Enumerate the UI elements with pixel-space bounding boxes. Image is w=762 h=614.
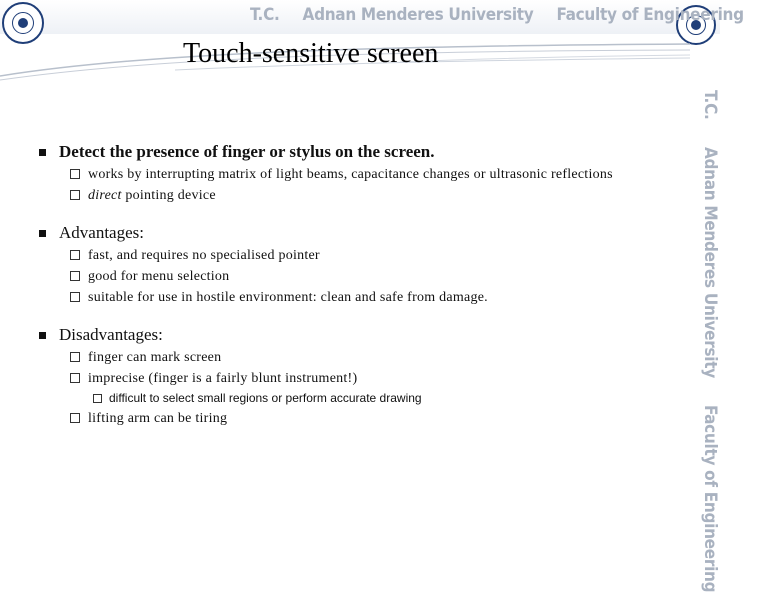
checkbox-bullet-icon [70,190,80,200]
header-institution [250,5,762,29]
side-tc: T.C. [700,90,720,120]
sub-bullet: works by interrupting matrix of light beams, capacitance changes or ultrasonic reflections [38,164,698,185]
square-bullet-icon [39,230,46,237]
side-institution [700,90,720,614]
slide-title: Touch-sensitive screen [183,38,439,69]
sub-bullet: good for menu selection [38,266,698,287]
side-faculty: Faculty of Engineering [700,404,720,592]
sub-bullet: finger can mark screen [38,347,698,368]
sub-bullet: direct pointing device [38,185,698,206]
sub-bullet: lifting arm can be tiring [38,408,698,429]
sub-bullet: imprecise (finger is a fairly blunt instrument!) [38,368,698,389]
bullet-disadvantages: Disadvantages: [38,323,698,347]
checkbox-bullet-icon [70,352,80,362]
checkbox-bullet-icon [70,271,80,281]
header-faculty: Faculty of Engineering [556,5,744,25]
checkbox-bullet-icon [70,413,80,423]
checkbox-bullet-icon [70,250,80,260]
sub-bullet: fast, and requires no specialised pointer [38,245,698,266]
bullet-advantages: Advantages: [38,221,698,245]
header-university: Adnan Menderes University [302,5,534,25]
square-bullet-icon [39,332,46,339]
side-university: Adnan Menderes University [700,146,720,378]
checkbox-bullet-icon [70,373,80,383]
slide-content [38,140,698,429]
header-tc: T.C. [250,5,280,25]
checkbox-bullet-icon [93,394,102,403]
checkbox-bullet-icon [70,292,80,302]
sub-sub-bullet: difficult to select small regions or perform accurate drawing [38,389,698,408]
square-bullet-icon [39,149,46,156]
bullet-detect: Detect the presence of finger or stylus on the screen. [38,140,698,164]
sub-bullet: suitable for use in hostile environment: clean and safe from damage. [38,287,698,308]
checkbox-bullet-icon [70,169,80,179]
